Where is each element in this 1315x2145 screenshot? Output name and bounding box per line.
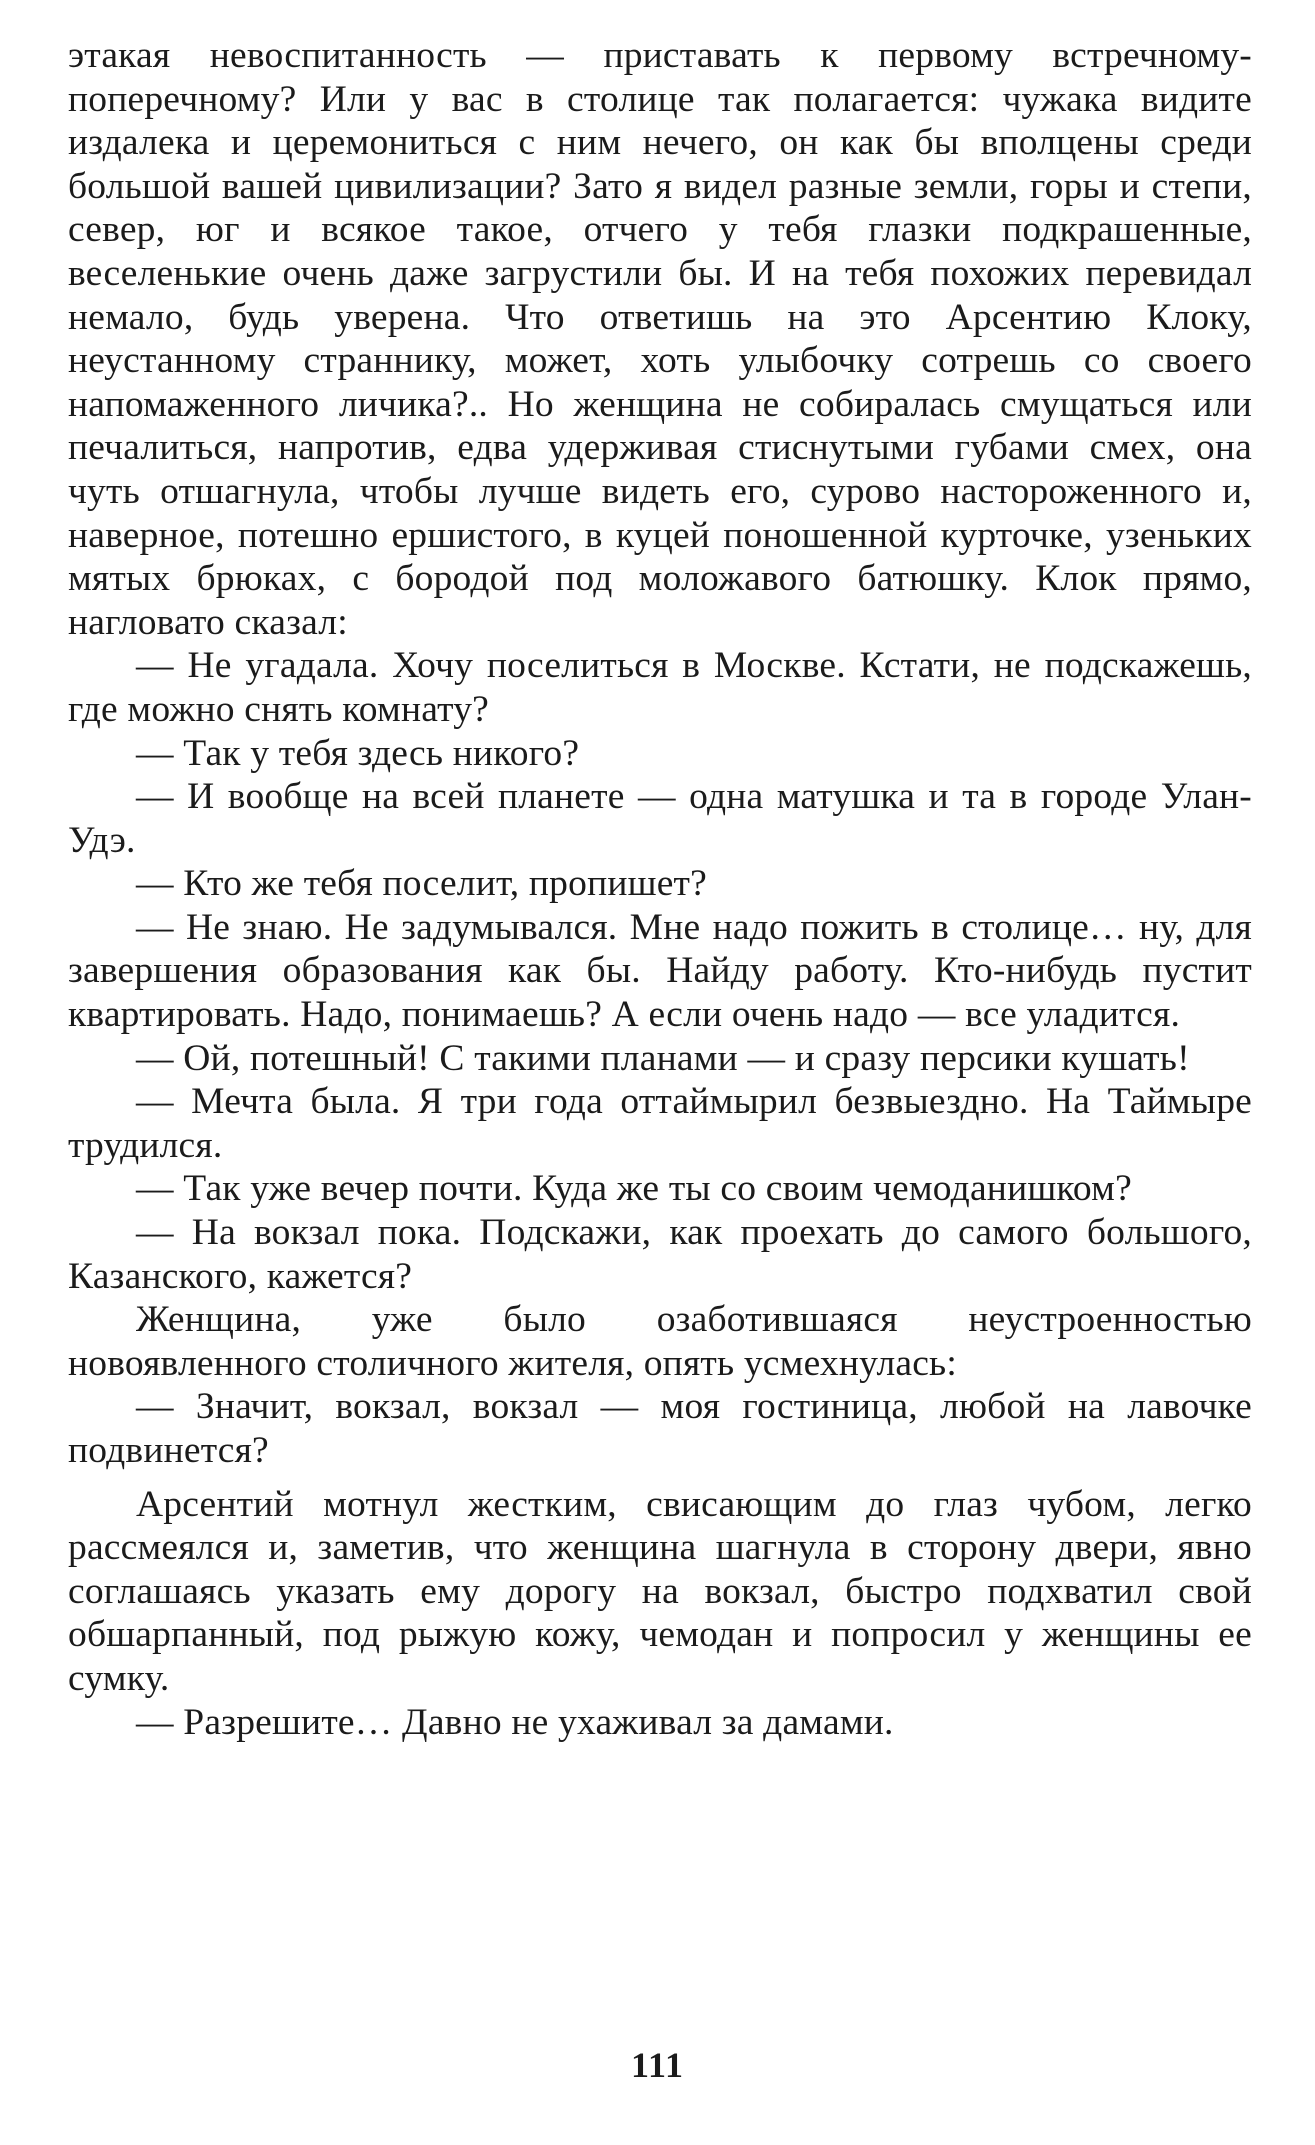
dialogue-line: — Так у тебя здесь никого? [136, 732, 580, 774]
dialogue-line: — Не угадала. Хочу поселиться в Москве. Кстати, не подскажешь, где можно снять комнату? [68, 645, 1252, 730]
dialogue-line: — И вообще на всей планете — одна матушка и та в городе Улан-Удэ. [68, 776, 1252, 861]
dialogue-line: — Не знаю. Не задумывался. Мне надо пожить в столице… ну, для завершения образования как бы. Найду работу. Кто-нибудь пустит квартировать. Надо, понимаешь? А если очень надо — все уладится. [68, 906, 1252, 1036]
dialogue-line: — Мечта была. Я три года оттаймырил безвыездно. На Таймыре трудился. [68, 1081, 1252, 1166]
dialogue-line: — На вокзал пока. Подскажи, как проехать до самого большого, Казанского, кажется? [68, 1212, 1252, 1297]
dialogue-line: — Значит, вокзал, вокзал — моя гостиница, любой на лавочке подвинется? [68, 1386, 1252, 1471]
dialogue-line: — Разрешите… Давно не ухаживал за дамами. [136, 1701, 894, 1743]
paragraph-continuation: этакая невоспитанность — приставать к первому встречному-поперечному? Или у вас в столице так полагается: чужака видите издалека и церемониться с ним нечего, он как бы вполцены среди большой вашей цивилизации? Зато я видел разные земли, горы и степи, север, юг и всякое такое, отчего у тебя глазки подкрашенные, веселенькие очень даже загрустили бы. И на тебя похожих перевидал немало, будь уверена. Что ответишь на это Арсентию Клоку, неустанному страннику, может, хоть улыбочку сотрешь со своего напомаженного личика?.. Но женщина не собиралась смущаться или печалиться, напротив, едва удерживая стиснутыми губами смех, она чуть отшагнула, чтобы лучше видеть его, сурово настороженного и, наверное, потешно ершистого, в куцей поношенной курточке, узеньких мятых брюках, с бородой под моложавого батюшку. Клок прямо, нагловато сказал: [68, 35, 1252, 643]
dialogue-line: — Кто же тебя поселит, пропишет? [136, 863, 707, 905]
dialogue-line: — Так уже вечер почти. Куда же ты со своим чемоданишком? [136, 1168, 1132, 1210]
narrative-paragraph: Женщина, уже было озаботившаяся неустроенностью новоявленного столичного жителя, опять усмехнулась: [68, 1299, 1252, 1384]
text-column [68, 34, 1252, 1744]
narrative-paragraph: Арсентий мотнул жестким, свисающим до глаз чубом, легко рассмеялся и, заметив, что женщина шагнула в сторону двери, явно соглашаясь указать ему дорогу на вокзал, быстро подхватил свой обшарпанный, под рыжую кожу, чемодан и попросил у женщины ее сумку. [68, 1483, 1252, 1699]
page-number: 111 [630, 2045, 685, 2085]
dialogue-line: — Ой, потешный! С такими планами — и сразу персики кушать! [136, 1037, 1190, 1079]
